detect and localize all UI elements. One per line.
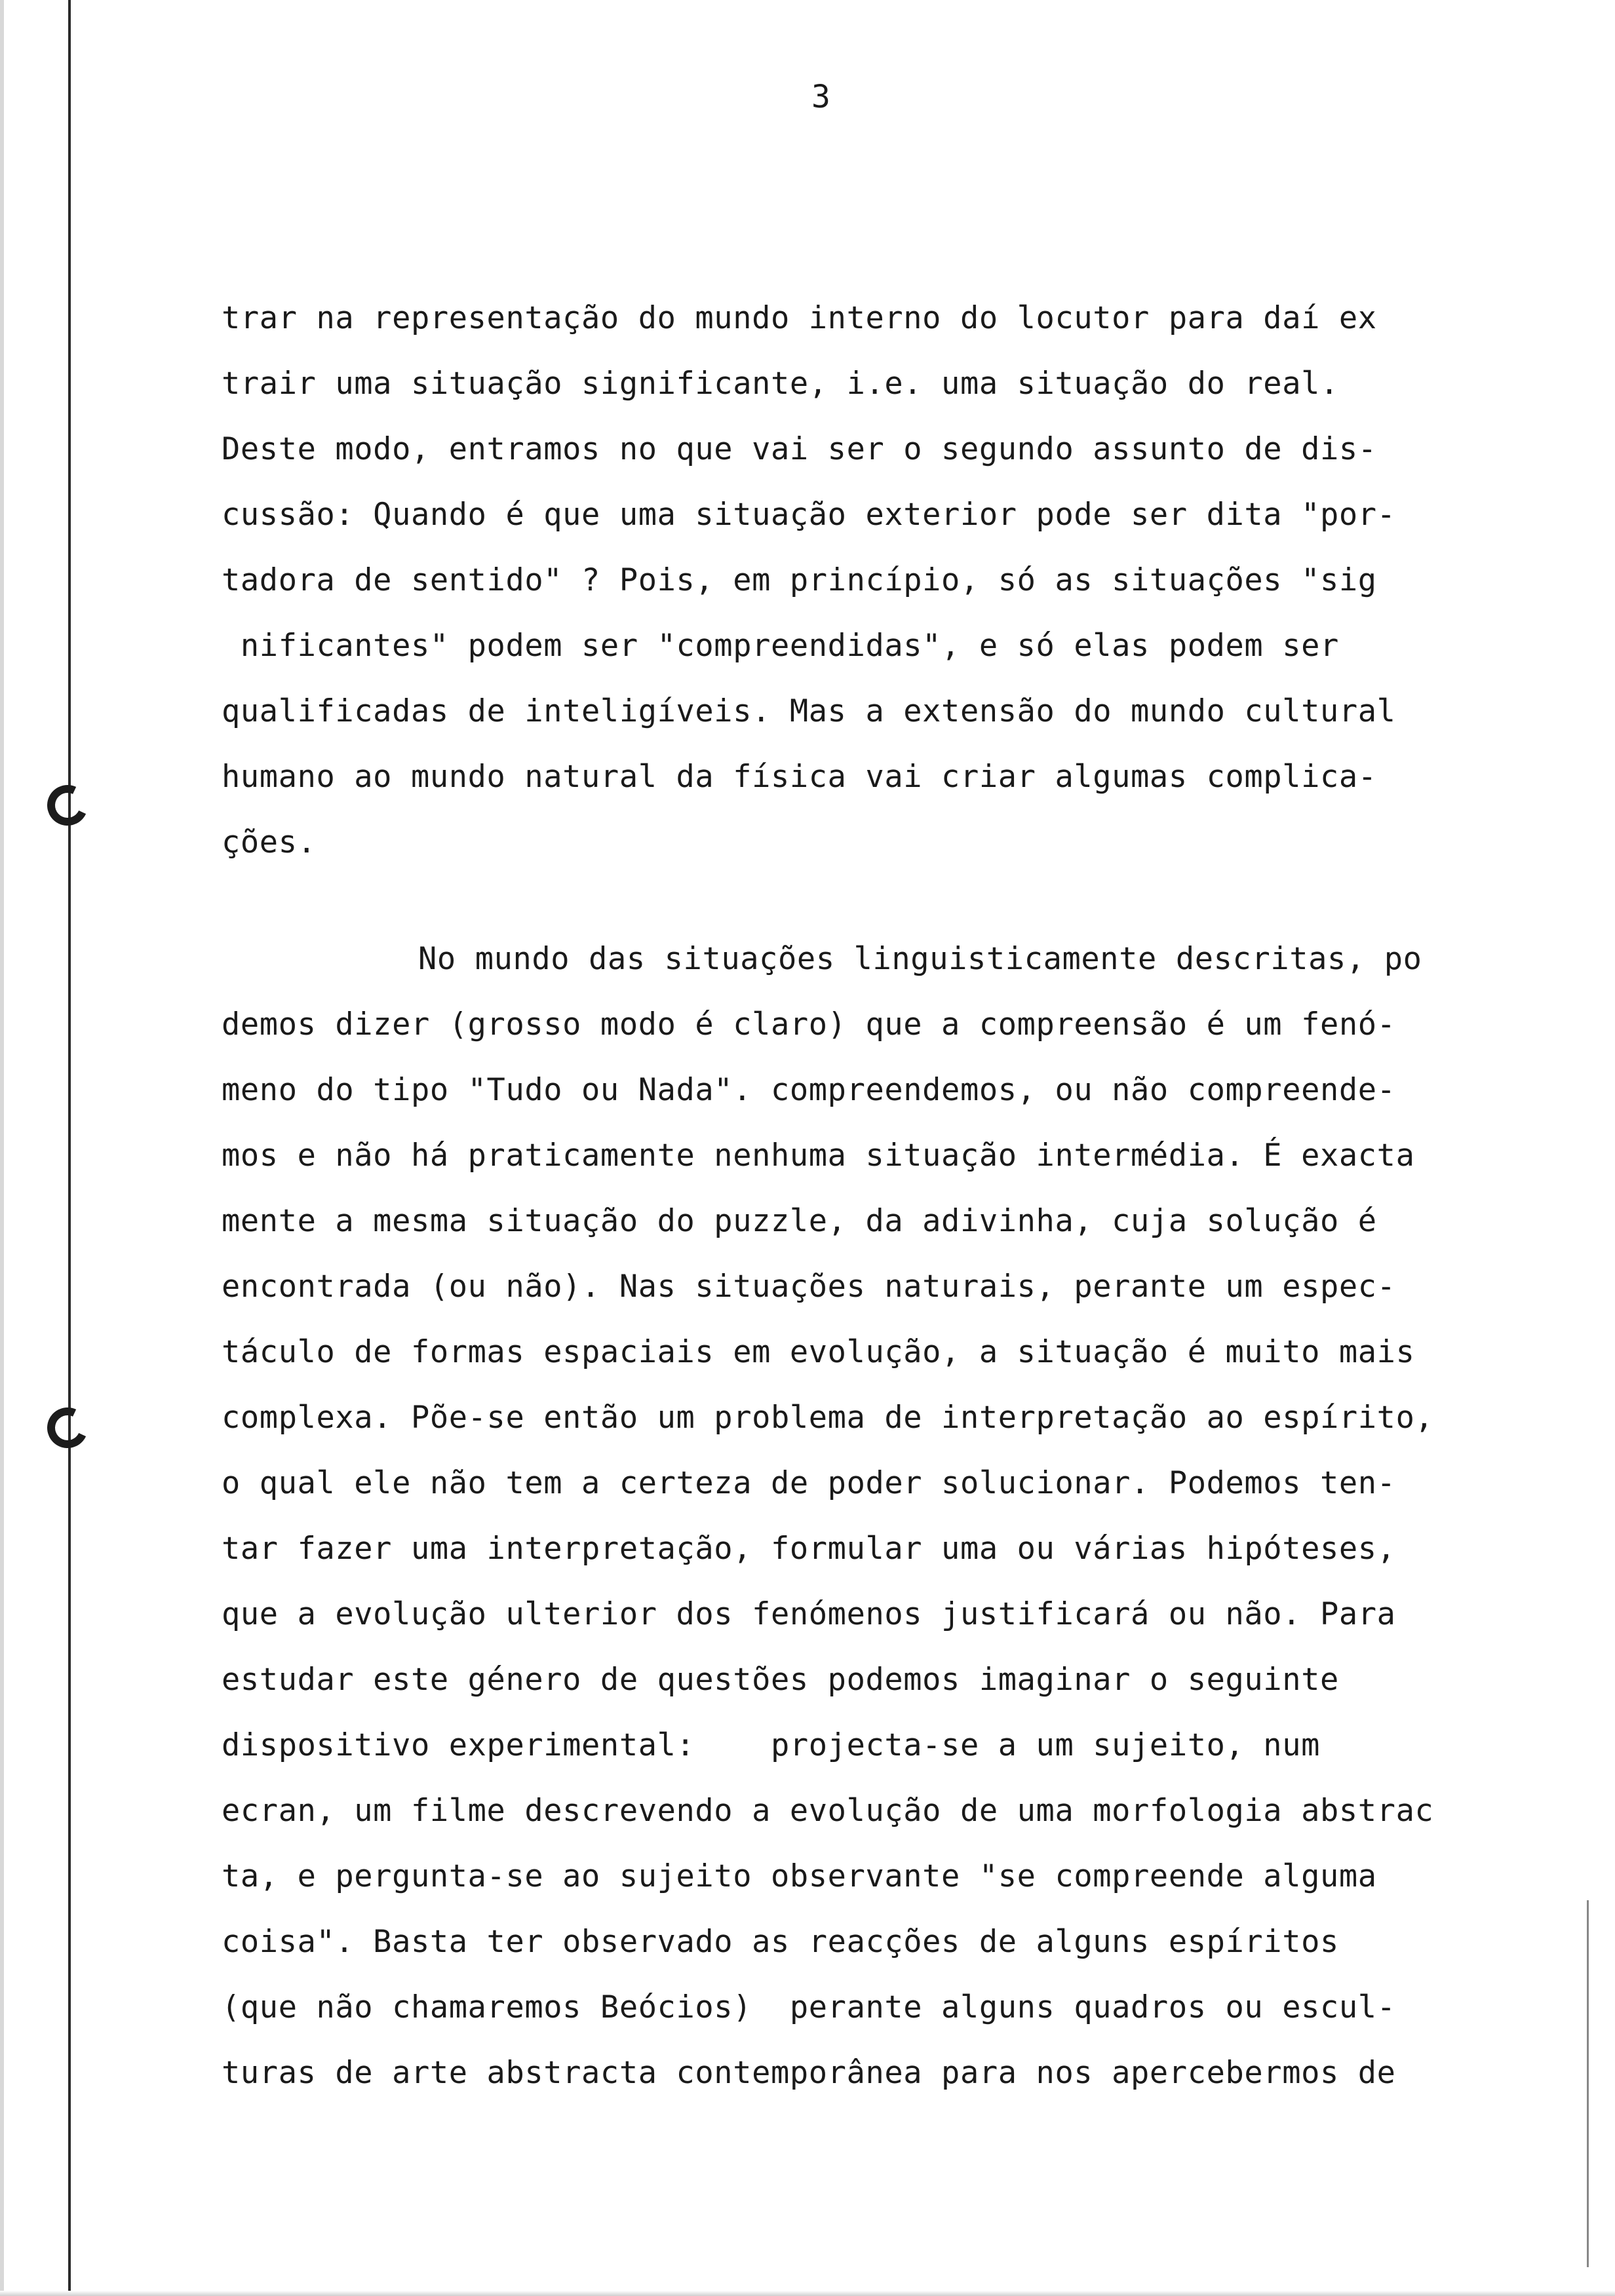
text-line: encontrada (ou não). Nas situações naturais, perante um espec- [222,1269,1396,1305]
punch-hole-top [41,779,93,831]
text-line: ecran, um filme descrevendo a evolução de uma morfologia abstrac [222,1793,1434,1829]
paragraph-1 [222,286,1454,875]
text-line: tadora de sentido" ? Pois, em princípio, só as situações "sig [222,562,1377,598]
paragraph-2 [222,927,1454,2106]
text-line: o qual ele não tem a certeza de poder solucionar. Podemos ten- [222,1465,1396,1501]
text-line: mente a mesma situação do puzzle, da adivinha, cuja solução é [222,1203,1377,1239]
page-left-edge [0,0,4,2296]
paragraph-gap [222,875,1454,927]
page-number: 3 [811,79,830,115]
text-line: humano ao mundo natural da física vai criar algumas complica- [222,759,1377,795]
text-line: nificantes" podem ser "compreendidas", e só elas podem ser [222,628,1339,664]
text-line: táculo de formas espaciais em evolução, a situação é muito mais [222,1334,1415,1370]
text-line: ta, e pergunta-se ao sujeito observante "se compreende alguma [222,1858,1377,1894]
text-line: coisa". Basta ter observado as reacções de alguns espíritos [222,1924,1339,1960]
text-line: meno do tipo "Tudo ou Nada". compreendemos, ou não compreende- [222,1072,1396,1108]
text-line: dispositivo experimental: projecta-se a um sujeito, num [222,1727,1320,1763]
page-bottom-edge [0,2291,1615,2296]
margin-rule [68,0,71,2296]
text-line: qualificadas de inteligíveis. Mas a extensão do mundo cultural [222,693,1396,729]
text-line: demos dizer (grosso modo é claro) que a compreensão é um fenó- [222,1006,1396,1043]
text-line: que a evolução ulterior dos fenómenos justificará ou não. Para [222,1596,1396,1632]
text-line: (que não chamaremos Beócios) perante alguns quadros ou escul- [222,1989,1396,2025]
text-line: No mundo das situações linguisticamente descritas, po [418,941,1422,977]
text-line: estudar este género de questões podemos imaginar o seguinte [222,1662,1339,1698]
text-line: Deste modo, entramos no que vai ser o segundo assunto de dis- [222,431,1377,467]
text-line: trair uma situação significante, i.e. uma situação do real. [222,366,1339,402]
text-line: trar na representação do mundo interno do locutor para daí ex [222,300,1377,336]
body-text [222,286,1454,2106]
text-line: turas de arte abstracta contemporânea para nos apercebermos de [222,2055,1396,2091]
text-line: mos e não há praticamente nenhuma situação intermédia. É exacta [222,1138,1415,1174]
punch-hole-bottom [41,1402,93,1453]
text-line: tar fazer uma interpretação, formular uma ou várias hipóteses, [222,1531,1396,1567]
text-line: ções. [222,824,317,860]
text-line: cussão: Quando é que uma situação exterior pode ser dita "por- [222,497,1396,533]
page-right-edge [1587,1900,1589,2267]
text-line: complexa. Põe-se então um problema de interpretação ao espírito, [222,1400,1434,1436]
